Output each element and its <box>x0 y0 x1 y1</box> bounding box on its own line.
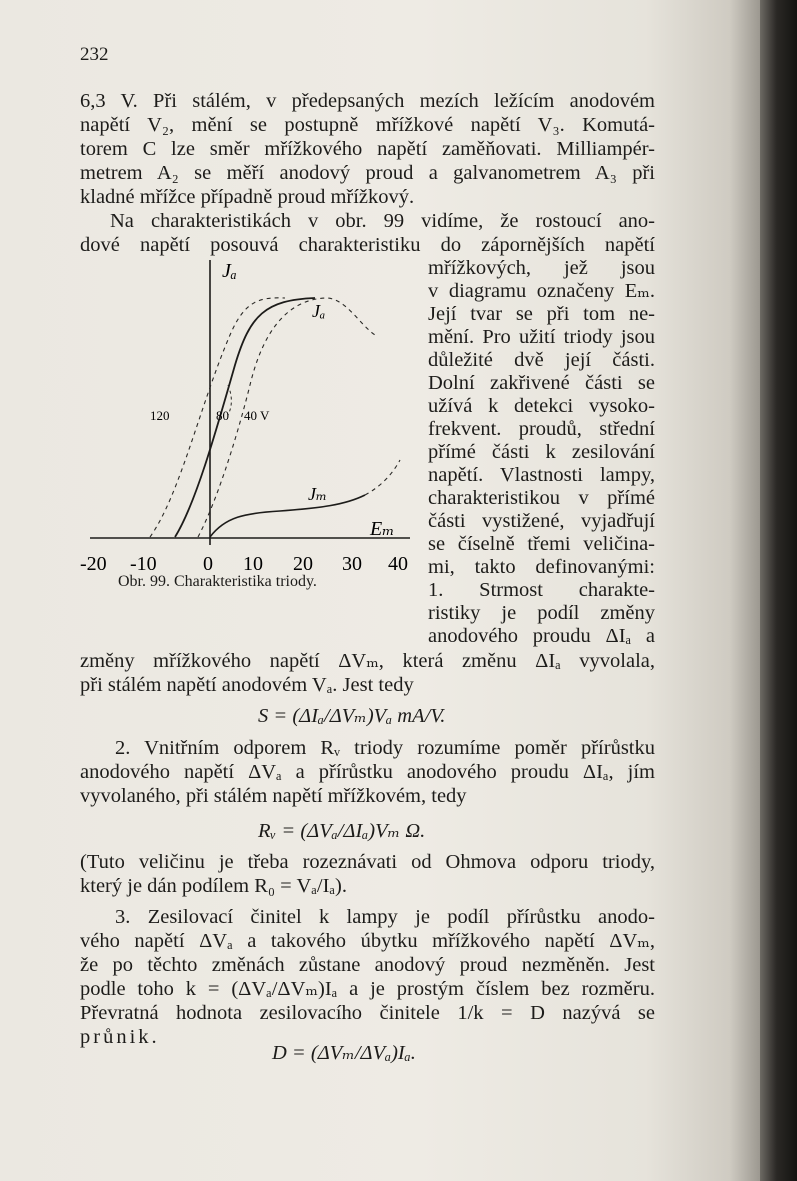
x-tick-label: 20 <box>293 553 313 575</box>
text-line: napětí V₂, mění se postupně mřížkové napětí V₃. Komutá- <box>80 114 655 136</box>
voltage-120-label: 120 <box>150 408 170 423</box>
text-line: změny mřížkového napětí ΔVₘ, která změnu ΔIₐ vyvolala, <box>80 650 655 672</box>
text-line: (Tuto veličinu je třeba rozeznávati od Ohmova odporu triody, <box>80 851 655 873</box>
text-line: přímé části k zesilování <box>428 441 655 463</box>
text-line: při stálém napětí anodovém Vₐ. Jest tedy <box>80 674 414 696</box>
text-line: torem C lze směr mřížkového napětí zaměňovati. Milliampér- <box>80 138 655 160</box>
text-line: anodového proudu ΔIₐ a <box>428 625 655 647</box>
text-line: 2. Vnitřním odporem Rᵥ triody rozumíme poměr přírůstku <box>115 737 655 759</box>
voltage-80-label: 80 <box>216 408 229 423</box>
text-line: v diagramu označeny Eₘ. <box>428 280 655 302</box>
x-tick-label: 30 <box>342 553 362 575</box>
text-line: Dolní zakřivené části se <box>428 372 655 394</box>
text-line: že po těchto změnách zůstane anodový proud nezměněn. Jest <box>80 954 655 976</box>
book-spine-shadow <box>760 0 797 1181</box>
text-line: Převratná hodnota zesilovacího činitele 1/k = D nazývá se <box>80 1002 655 1024</box>
em-axis-label: Eₘ <box>370 518 395 540</box>
text-line: který je dán podílem R₀ = Vₐ/Iₐ). <box>80 875 347 897</box>
text-line: vyvolaného, při stálém napětí mřížkovém, tedy <box>80 785 467 807</box>
text-line: kladné mřížce případně proud mřížkový. <box>80 186 415 208</box>
text-line: užívá k detekci vysoko- <box>428 395 655 417</box>
im-curve-label: Jₘ <box>308 484 328 504</box>
text-line: důležité dvě její části. <box>428 349 655 371</box>
equation-prunik: D = (ΔVₘ/ΔVₐ)Iₐ. <box>272 1042 416 1064</box>
text-line: dové napětí posouvá charakteristiku do zápornějších napětí <box>80 234 655 256</box>
text-line: anodového napětí ΔVₐ a přírůstku anodového proudu ΔIₐ, jím <box>80 761 655 783</box>
text-line: mění. Pro užití triody jsou <box>428 326 655 348</box>
x-tick-label: 10 <box>243 553 263 575</box>
voltage-40-label: 40 V <box>244 408 270 423</box>
text-line: části vystižené, vyjadřují <box>428 510 655 532</box>
page-number: 232 <box>80 44 109 65</box>
text-line: 6,3 V. Při stálém, v předepsaných mezích ležícím anodovém <box>80 90 655 112</box>
equation-strmost: S = (ΔIₐ/ΔVₘ)Vₐ mA/V. <box>258 705 446 727</box>
x-tick-label: 40 <box>388 553 408 575</box>
text-line: ristiky je podíl změny <box>428 602 655 624</box>
text-line: podle toho k = (ΔVₐ/ΔVₘ)Iₐ a je prostým číslem bez rozměru. <box>80 978 655 1000</box>
text-line: 1. Strmost charakte- <box>428 579 655 601</box>
x-tick-label: 0 <box>203 553 213 575</box>
x-tick-label: -20 <box>80 553 107 575</box>
text-line: 3. Zesilovací činitel k lampy je podíl přírůstku anodo- <box>115 906 655 928</box>
text-line: napětí. Vlastnosti lampy, <box>428 464 655 486</box>
triode-characteristic-figure <box>80 255 420 590</box>
figure-caption: Obr. 99. Charakteristika triody. <box>118 573 317 590</box>
x-tick-label: -10 <box>130 553 157 575</box>
text-line: vého napětí ΔVₐ a takového úbytku mřížkového napětí ΔVₘ, <box>80 930 655 952</box>
text-line: mi, takto definovanými: <box>428 556 655 578</box>
text-line: Na charakteristikách v obr. 99 vidíme, že rostoucí ano- <box>110 210 655 232</box>
text-line: průnik. <box>80 1026 160 1048</box>
text-line: frekvent. proudů, střední <box>428 418 655 440</box>
text-line: mřížkových, jež jsou <box>428 257 655 279</box>
equation-odpor: Rᵥ = (ΔVₐ/ΔIₐ)Vₘ Ω. <box>258 820 426 842</box>
ia-curve-label: Jₐ <box>312 301 326 321</box>
text-line: se číselně třemi veličina- <box>428 533 655 555</box>
ia-axis-label: Jₐ <box>222 260 237 282</box>
text-line: charakteristikou v přímé <box>428 487 655 509</box>
text-line: Její tvar se při tom ne- <box>428 303 655 325</box>
text-line: metrem A₂ se měří anodový proud a galvanometrem A₃ při <box>80 162 655 184</box>
